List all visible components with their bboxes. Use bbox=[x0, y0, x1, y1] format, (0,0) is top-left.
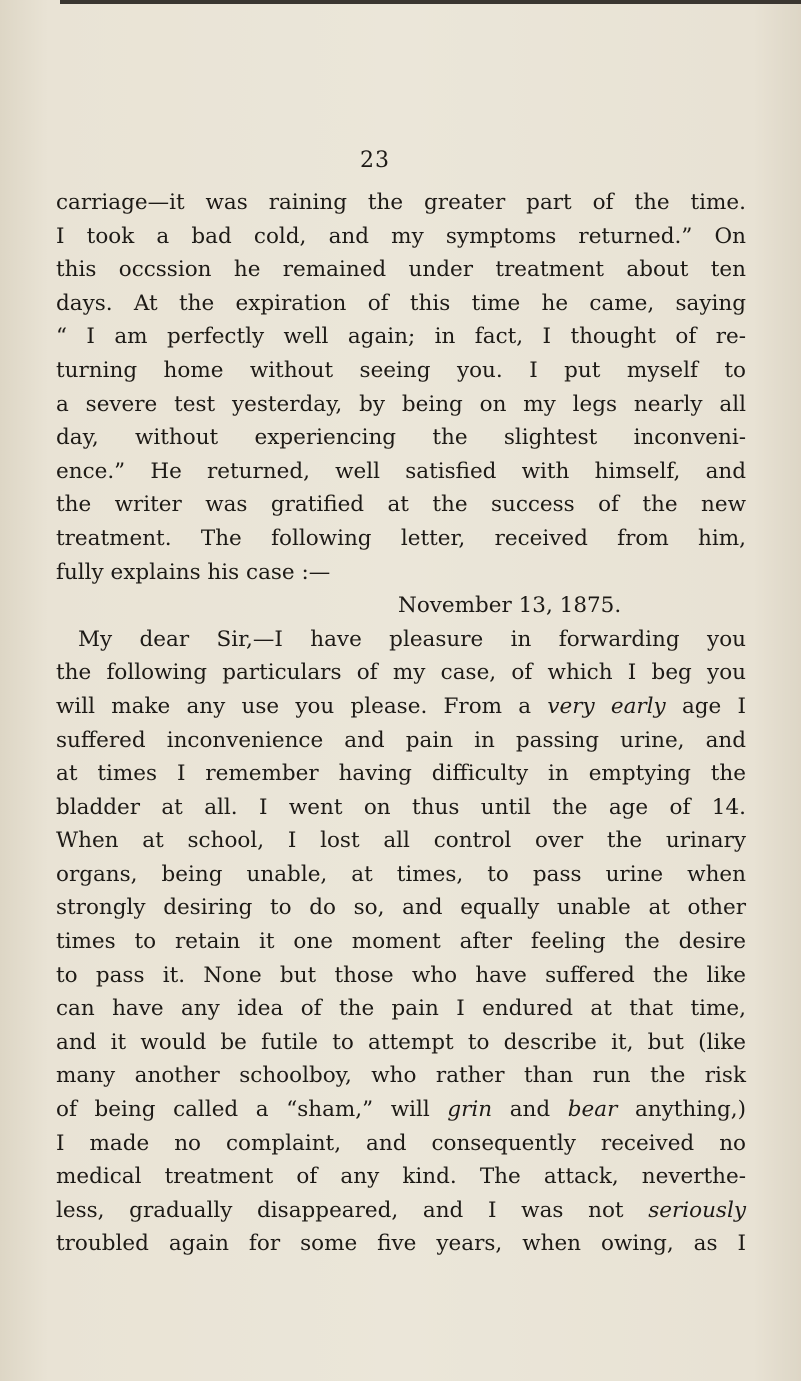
text-line bbox=[56, 1194, 746, 1228]
text-span: anything,) bbox=[634, 1097, 746, 1123]
text-line: can have any idea of the pain I endured at that time, bbox=[56, 996, 746, 1022]
text-line: days. At the expiration of this time he came, saying bbox=[56, 290, 746, 316]
text-line: times to retain it one moment after feeling the desire bbox=[56, 929, 746, 955]
text-line: ence.” He returned, well satisfied with himself, and bbox=[56, 458, 746, 484]
text-span: will make any use you please. From a bbox=[56, 693, 532, 719]
text-line: fully explains his case :— bbox=[56, 559, 331, 585]
top-edge-rule bbox=[60, 0, 801, 4]
text-span: less, gradually disappeared, and I was not bbox=[56, 1197, 624, 1223]
letter-salutation-line: My dear Sir,—I have pleasure in forwarding you bbox=[78, 626, 746, 652]
letter-date: November 13, 1875. bbox=[398, 593, 622, 619]
text-line bbox=[56, 690, 746, 724]
text-line: bladder at all. I went on thus until the age of 14. bbox=[56, 794, 746, 820]
page-number: 23 bbox=[360, 148, 390, 173]
text-line: organs, being unable, at times, to pass urine when bbox=[56, 861, 746, 887]
italic-emphasis: grin bbox=[447, 1097, 493, 1123]
text-line: I took a bad cold, and my symptoms returned.” On bbox=[56, 223, 746, 249]
text-line: strongly desiring to do so, and equally unable at other bbox=[56, 895, 746, 921]
text-line: When at school, I lost all control over the urinary bbox=[56, 828, 746, 854]
text-line: at times I remember having difficulty in emptying the bbox=[56, 761, 746, 787]
text-line: carriage—it was raining the greater part of the time. bbox=[56, 190, 746, 215]
italic-emphasis: very early bbox=[547, 693, 666, 719]
italic-emphasis: seriously bbox=[648, 1197, 746, 1223]
text-line: treatment. The following letter, received from him, bbox=[56, 525, 746, 551]
text-span: and bbox=[509, 1097, 551, 1123]
text-line: many another schoolboy, who rather than run the risk bbox=[56, 1063, 746, 1089]
text-line: suffered inconvenience and pain in passing urine, and bbox=[56, 727, 746, 753]
text-line: the writer was gratified at the success of the new bbox=[56, 492, 746, 518]
body-text bbox=[56, 186, 746, 1261]
text-line: the following particulars of my case, of which I beg you bbox=[56, 660, 746, 686]
text-line: “ I am perfectly well again; in fact, I thought of re- bbox=[56, 324, 746, 350]
text-line: day, without experiencing the slightest inconveni- bbox=[56, 425, 746, 451]
text-line: this occssion he remained under treatment about ten bbox=[56, 257, 746, 283]
text-line: to pass it. None but those who have suffered the like bbox=[56, 962, 746, 988]
text-line: I made no complaint, and consequently received no bbox=[56, 1130, 746, 1156]
text-line: medical treatment of any kind. The attack, neverthe- bbox=[56, 1164, 746, 1190]
text-line: a severe test yesterday, by being on my legs nearly all bbox=[56, 391, 746, 417]
italic-emphasis: bear bbox=[567, 1097, 618, 1123]
text-line bbox=[56, 1093, 746, 1127]
text-span: age I bbox=[681, 693, 746, 719]
text-span: of being called a “sham,” will bbox=[56, 1097, 430, 1123]
text-line: and it would be futile to attempt to describe it, but (like bbox=[56, 1029, 746, 1055]
text-line: turning home without seeing you. I put myself to bbox=[56, 357, 746, 383]
text-line: troubled again for some five years, when owing, as I bbox=[56, 1231, 746, 1257]
